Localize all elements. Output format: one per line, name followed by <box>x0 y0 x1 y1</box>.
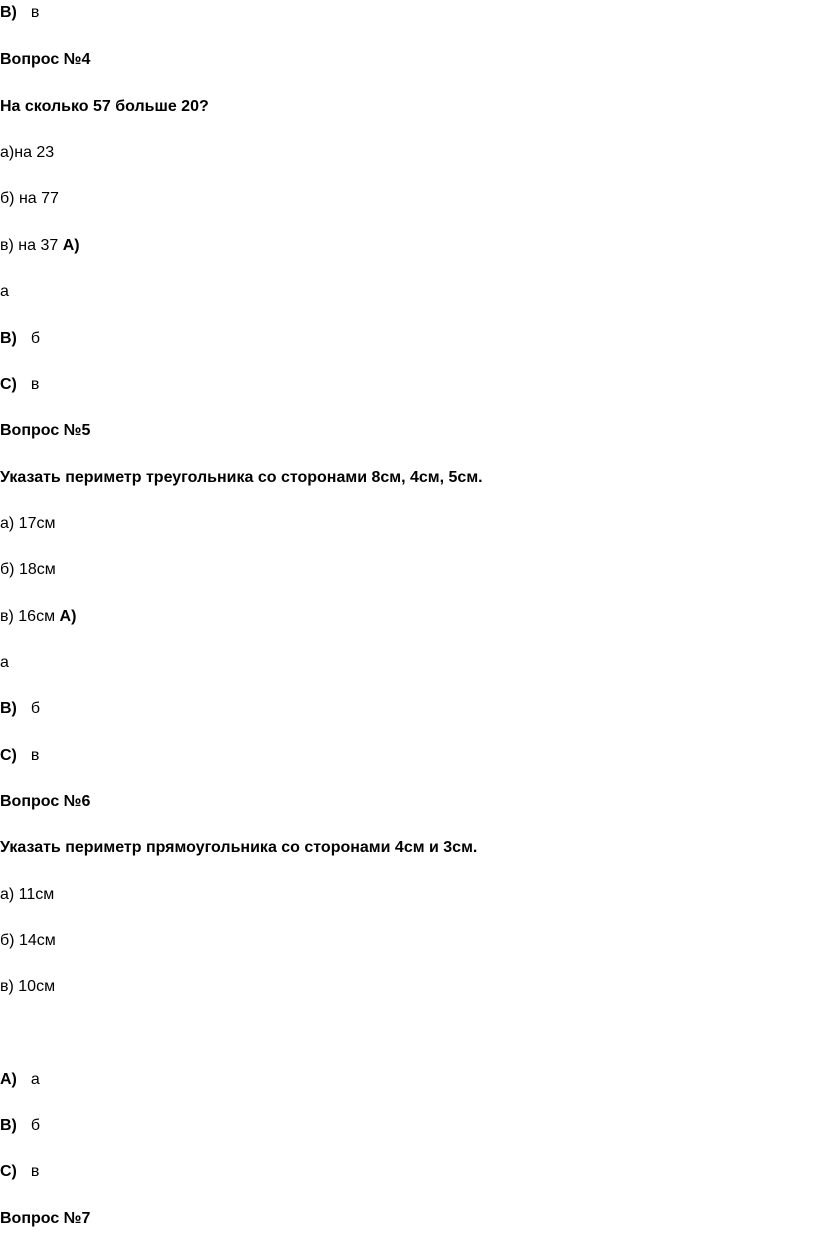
answer-value: в <box>30 747 40 764</box>
answer-label: А) <box>62 237 80 254</box>
answer-option-v <box>0 3 39 23</box>
question-4-heading: Вопрос №4 <box>0 51 91 68</box>
question-4-option-v <box>0 236 80 256</box>
question-4-option-a: а)на 23 <box>0 144 55 161</box>
answer-value: а <box>0 654 9 671</box>
question-6-answer-c <box>0 1162 39 1182</box>
question-5-answer-b <box>0 699 40 719</box>
answer-label: С) <box>0 747 17 764</box>
answer-label: А) <box>59 608 77 625</box>
answer-value: а <box>30 1071 40 1088</box>
question-6-text: Указать периметр прямоугольника со сторонами 4см и 3см. <box>0 839 478 856</box>
question-4-text: На сколько 57 больше 20? <box>0 98 209 115</box>
question-6-option-a: а) 11см <box>0 886 55 903</box>
answer-label: В) <box>0 330 17 347</box>
answer-label: В) <box>0 700 17 717</box>
question-5-option-b: б) 18см <box>0 561 56 578</box>
answer-label: С) <box>0 376 17 393</box>
question-5-text: Указать периметр треугольника со сторонами 8см, 4см, 5см. <box>0 469 483 486</box>
answer-value: б <box>30 700 41 717</box>
answer-value: в <box>30 4 40 21</box>
question-6-answer-b <box>0 1116 40 1136</box>
answer-label: В) <box>0 1117 17 1134</box>
question-6-option-v: в) 10см <box>0 978 56 995</box>
question-5-answer-c <box>0 746 39 766</box>
question-7-heading: Вопрос №7 <box>0 1210 91 1227</box>
answer-label: В) <box>0 4 17 21</box>
answer-value: в <box>30 376 40 393</box>
question-5-option-a: а) 17см <box>0 515 56 532</box>
answer-value: б <box>30 330 41 347</box>
question-6-option-b: б) 14см <box>0 932 56 949</box>
question-6-heading: Вопрос №6 <box>0 793 91 810</box>
answer-value: б <box>30 1117 41 1134</box>
answer-value: в <box>30 1163 40 1180</box>
answer-label: А) <box>0 1071 17 1088</box>
question-4-answer-c <box>0 375 39 395</box>
option-text: в) на 37 <box>0 237 59 254</box>
question-4-answer-b <box>0 329 40 349</box>
question-4-option-b: б) на 77 <box>0 190 59 207</box>
question-5-heading: Вопрос №5 <box>0 422 91 439</box>
answer-label: С) <box>0 1163 17 1180</box>
question-6-answer-a <box>0 1070 40 1090</box>
option-text: в) 16см <box>0 608 56 625</box>
question-5-option-v <box>0 607 76 627</box>
answer-value: а <box>0 283 9 300</box>
